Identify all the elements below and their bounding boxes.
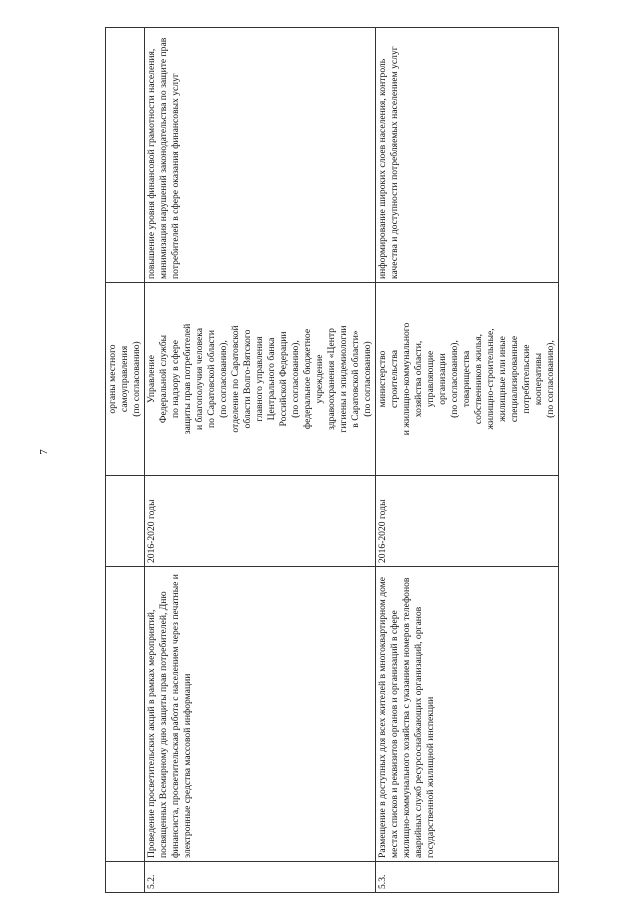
period-cell bbox=[106, 476, 145, 567]
period-cell: 2016-2020 годы bbox=[376, 476, 559, 567]
row-number-cell bbox=[106, 862, 145, 893]
measures-table bbox=[105, 27, 559, 893]
executors-cell: Управление Федеральной службы по надзору в сфере защиты прав потребителей и благополучия человека по Саратовской области (по согласованию), отделение по Саратовской области Волго-Вятского главного управления Центрального банка Российской Федерации (по согласованию), федеральное бюджетное учреждение здравоохранения «Центр гигиены и эпидемиологии в Саратовской области» (по согласованию) bbox=[145, 283, 376, 476]
table-row bbox=[376, 28, 559, 893]
measure-description-cell bbox=[106, 567, 145, 862]
row-number-cell: 5.3. bbox=[376, 862, 559, 893]
document-table-frame bbox=[105, 37, 556, 893]
expected-result-cell bbox=[106, 28, 145, 283]
row-number-cell: 5.2. bbox=[145, 862, 376, 893]
expected-result-cell: повышение уровня финансовой грамотности населения, минимизация нарушений законодательства по защите прав потребителей в сфере оказания финансовых услуг bbox=[145, 28, 376, 283]
page-number: 7 bbox=[38, 449, 50, 455]
expected-result-cell: информирование широких слоев населения, контроль качества и доступности потребляемых населением услуг bbox=[376, 28, 559, 283]
measure-description-cell: Размещение в доступных для всех жителей в многоквартирном доме местах списков и реквизитов органов и организаций в сфере жилищно-коммунального хозяйства с указанием номеров телефонов аварийных служб ресурсоснабжающих организаций, органов государственной жилищной инспекции bbox=[376, 567, 559, 862]
table-row bbox=[106, 28, 145, 893]
executors-cell: министерство строительства и жилищно-коммунального хозяйства области, управляющие организации (по согласованию), товарищества собственников жилья, жилищно-строительные, жилищные или иные специализированные потребительские кооперативы (по согласованию), bbox=[376, 283, 559, 476]
period-cell: 2016-2020 годы bbox=[145, 476, 376, 567]
table-row bbox=[145, 28, 376, 893]
measure-description-cell: Проведение просветительских акций в рамках мероприятий, посвященных Всемирному дню защиты прав потребителей, Дню финансиста, просветительская работа с населением через печатные и электронные средства массовой информации bbox=[145, 567, 376, 862]
executors-cell: органы местного самоуправления (по согласованию) bbox=[106, 283, 145, 476]
